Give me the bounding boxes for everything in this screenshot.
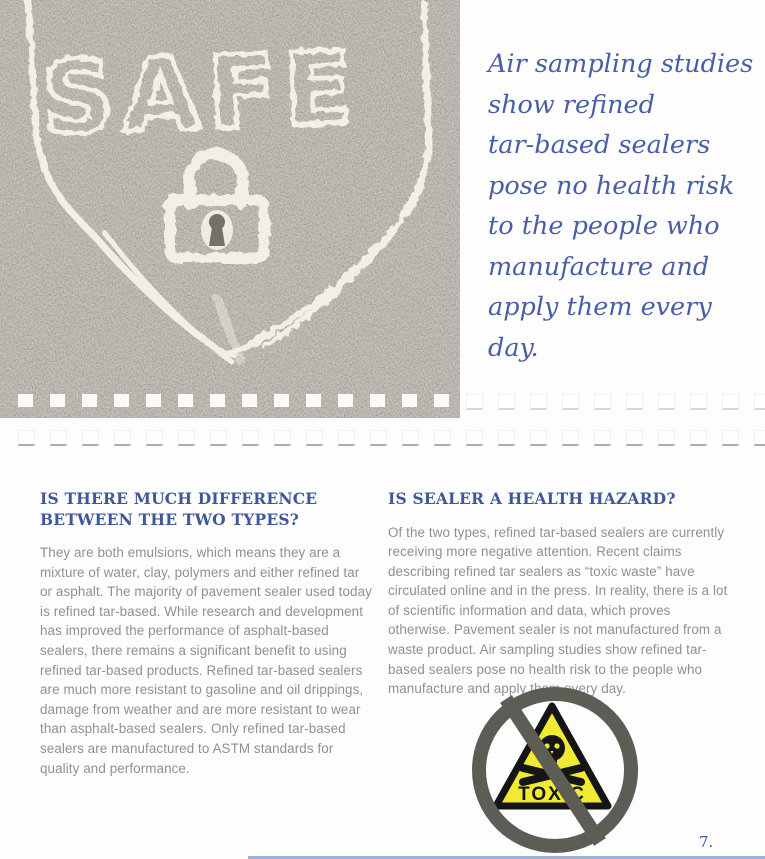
film-strip-square bbox=[594, 430, 611, 446]
film-strip-square bbox=[530, 430, 547, 446]
film-strip-square bbox=[370, 394, 385, 407]
film-strip-square bbox=[434, 430, 451, 446]
film-strip-square bbox=[658, 430, 675, 446]
pavement-photo-art bbox=[0, 0, 460, 418]
film-strip-square bbox=[178, 394, 193, 407]
page-number: 7. bbox=[699, 833, 714, 851]
film-strip-square bbox=[82, 394, 97, 407]
film-strip-square bbox=[754, 394, 765, 410]
chalk-word-safe: SAFE bbox=[40, 29, 363, 158]
section-health-hazard-body: Of the two types, refined tar-based sealers are currently receiving more negative attention. Recent claims describing refined tar sealers as “toxic waste” have circulated online and in the press. In reality, there is a lot of scientific information and data, which proves otherwise. Pavement sealer is not manufactured from a waste product. Air sampling studies show refined tar-based sealers pose no health risk to the people who manufacture and apply them every day. bbox=[388, 524, 728, 697]
film-strip-square bbox=[18, 430, 35, 446]
film-strip-square bbox=[50, 394, 65, 407]
film-strip-square bbox=[690, 430, 707, 446]
film-strip-square bbox=[306, 394, 321, 407]
film-strip-square bbox=[306, 430, 323, 446]
film-strip-square bbox=[370, 430, 387, 446]
film-strip-square bbox=[562, 430, 579, 446]
film-strip-square bbox=[754, 430, 765, 446]
toxic-label: TOXIC bbox=[518, 784, 586, 805]
film-strip-square bbox=[274, 394, 289, 407]
film-strip-square bbox=[146, 394, 161, 407]
film-strip-row-2 bbox=[0, 430, 765, 447]
film-strip-square bbox=[466, 394, 483, 410]
pavement-photo bbox=[0, 0, 460, 418]
film-strip-square bbox=[722, 430, 739, 446]
film-strip-square bbox=[242, 430, 259, 446]
section-health-hazard-heading: IS SEALER A HEALTH HAZARD? bbox=[388, 489, 676, 508]
section-difference bbox=[40, 489, 375, 778]
film-strip-square bbox=[50, 430, 67, 446]
film-strip-square bbox=[658, 394, 675, 410]
section-health-hazard bbox=[388, 489, 728, 699]
pull-quote-line: pose no health risk bbox=[488, 170, 735, 201]
no-toxic-sign-art bbox=[463, 684, 647, 854]
film-strip-square bbox=[594, 394, 611, 410]
film-strip-square bbox=[114, 394, 129, 407]
section-difference-heading: IS THERE MUCH DIFFERENCE BETWEEN THE TWO TYPES? bbox=[40, 489, 318, 529]
film-strip-square bbox=[562, 394, 579, 410]
pull-quote-line: show refined bbox=[488, 89, 655, 120]
pull-quote-line: to the people who bbox=[488, 211, 720, 241]
film-strip-square bbox=[626, 394, 643, 410]
section-difference-body: They are both emulsions, which means they are a mixture of water, clay, polymers and either refined tar or asphalt. The majority of pavement sealer used today is refined tar-based. While research and development has improved the performance of asphalt-based sealers, there remains a significant benefit to using refined tar-based products. Refined tar-based sealers are much more resistant to gasoline and oil drippings, damage from weather and are more resistant to wear than asphalt-based sealers. Only refined tar-based sealers are manufactured to ASTM standards for quality and performance. bbox=[40, 545, 372, 776]
film-strip-square bbox=[338, 394, 353, 407]
film-strip-square bbox=[722, 394, 739, 410]
film-strip-square bbox=[146, 430, 163, 446]
film-strip-square bbox=[402, 394, 417, 407]
film-strip-square bbox=[690, 394, 707, 410]
film-strip-square bbox=[434, 394, 449, 407]
pull-quote-line: apply them every day. bbox=[488, 292, 712, 363]
film-strip-square bbox=[338, 430, 355, 446]
pull-quote bbox=[488, 44, 758, 368]
film-strip-square bbox=[498, 430, 515, 446]
film-strip-square bbox=[242, 394, 257, 407]
film-strip-square bbox=[210, 430, 227, 446]
film-strip-square bbox=[530, 394, 547, 410]
film-strip-square bbox=[626, 430, 643, 446]
film-strip-square bbox=[402, 430, 419, 446]
film-strip-square bbox=[498, 394, 515, 410]
pull-quote-line: manufacture and bbox=[488, 251, 710, 282]
film-strip-square bbox=[18, 394, 33, 407]
film-strip-square bbox=[178, 430, 195, 446]
pull-quote-line: tar-based sealers bbox=[488, 130, 711, 160]
film-strip-square bbox=[466, 430, 483, 446]
film-strip-square bbox=[274, 430, 291, 446]
no-toxic-sign bbox=[463, 684, 647, 854]
film-strip-row-1 bbox=[0, 394, 765, 411]
pull-quote-line: Air sampling studies bbox=[488, 49, 754, 79]
film-strip-square bbox=[210, 394, 225, 407]
film-strip-square bbox=[114, 430, 131, 446]
film-strip-square bbox=[82, 430, 99, 446]
